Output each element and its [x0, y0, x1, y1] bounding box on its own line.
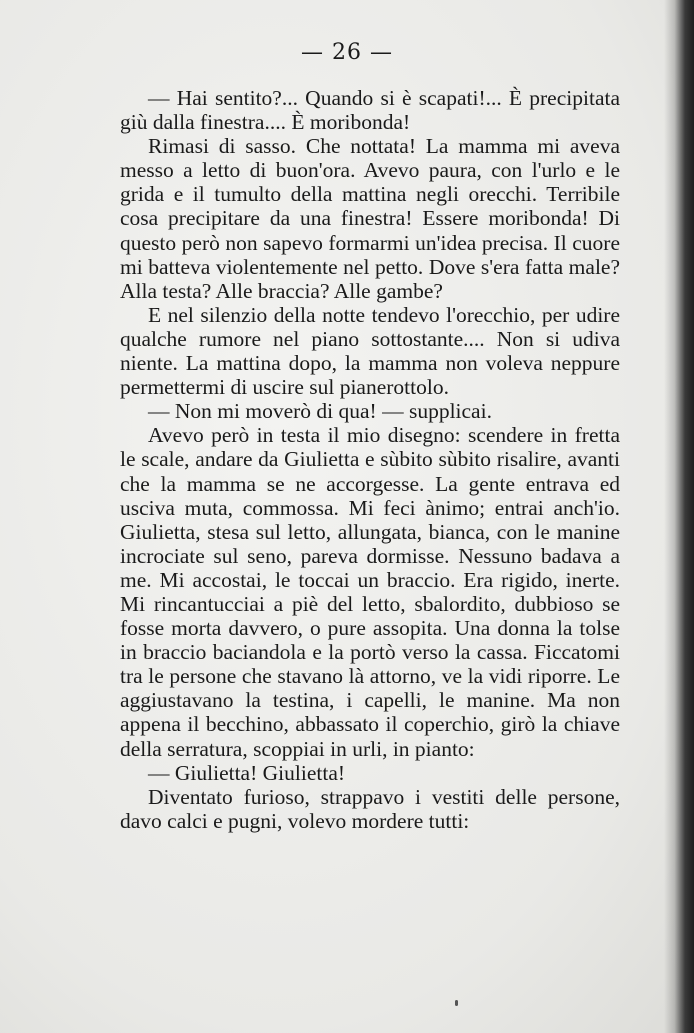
page-binding-shadow [664, 0, 694, 1033]
paragraph-6: — Giulietta! Giulietta! [148, 760, 346, 785]
paragraph-1: — Hai sentito?... Quando si è scapati!... È precipitata giù dalla finestra.... È moribonda! [120, 86, 620, 135]
paragraph-7: Diventato furioso, strappavo i vestiti delle persone, davo calci e pugni, volevo mordere tutti: [120, 784, 620, 833]
page-number: — 26 — [301, 40, 393, 65]
paragraph-4: — Non mi moverò di qua! — supplicai. [148, 399, 492, 424]
ink-speck [455, 1000, 458, 1006]
body-text [120, 86, 620, 833]
paragraph-5: Avevo però in testa il mio disegno: scendere in fretta le scale, andare da Giulietta e sùbito sùbito risalire, avanti che la mamma se ne accorgesse. La gente entrava ed usciva muta, commossa. Mi feci ànimo; entrai anch'io. Giulietta, stesa sul letto, allungata, bianca, con le manine incrociate sul seno, pareva dormisse. Nessuno badava a me. Mi accostai, le toccai un braccio. Era rigido, inerte. Mi rincantucciai a piè del letto, sbalordito, dubbioso se fosse morta davvero, o pure assopita. Una donna la tolse in braccio baciandola e la portò verso la cassa. Ficcatomi tra le persone che stavano là attorno, ve la vidi riporre. Le aggiustavano la testina, i capelli, le manine. Ma non appena il becchino, abbassato il coperchio, girò la chiave della serratura, scoppiai in urli, in pianto: [120, 423, 620, 761]
paragraph-2: Rimasi di sasso. Che nottata! La mamma mi aveva messo a letto di buon'ora. Avevo paura, con l'urlo e le grida e il tumulto della mattina negli orecchi. Terribile cosa precipitare da una finestra! Essere moribonda! Di questo però non sapevo formarmi un'idea precisa. Il cuore mi batteva violentemente nel petto. Dove s'era fatta male? Alla testa? Alle braccia? Alle gambe? [120, 134, 620, 303]
paragraph-3: E nel silenzio della notte tendevo l'orecchio, per udire qualche rumore nel piano sottostante.... Non si udiva niente. La mattina dopo, la mamma non voleva neppure permettermi di uscire sul pianerottolo. [120, 302, 620, 400]
